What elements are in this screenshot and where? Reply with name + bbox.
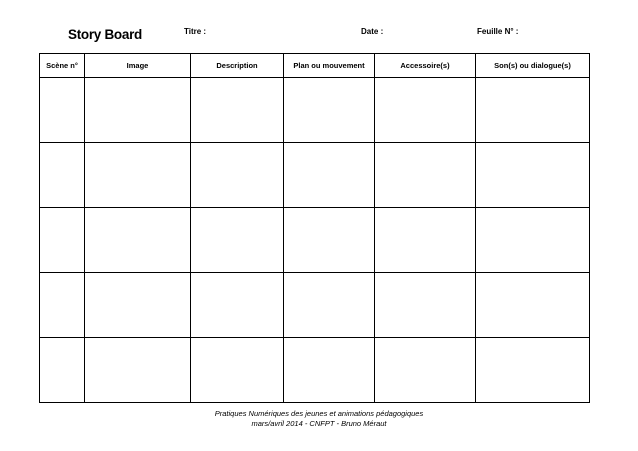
plan-cell[interactable] <box>284 273 375 338</box>
plan-cell[interactable] <box>284 208 375 273</box>
table-row <box>40 143 590 208</box>
sons-cell[interactable] <box>476 208 590 273</box>
sons-cell[interactable] <box>476 338 590 403</box>
image-cell[interactable] <box>85 78 191 143</box>
col-header-description: Description <box>191 54 284 78</box>
plan-cell[interactable] <box>284 143 375 208</box>
col-header-image: Image <box>85 54 191 78</box>
description-cell[interactable] <box>191 208 284 273</box>
storyboard-table <box>39 53 590 403</box>
plan-cell[interactable] <box>284 78 375 143</box>
col-header-sons: Son(s) ou dialogue(s) <box>476 54 590 78</box>
accessoires-cell[interactable] <box>375 78 476 143</box>
scene-cell[interactable] <box>40 338 85 403</box>
accessoires-cell[interactable] <box>375 273 476 338</box>
accessoires-cell[interactable] <box>375 143 476 208</box>
date-label: Date : <box>361 27 384 36</box>
sons-cell[interactable] <box>476 78 590 143</box>
table-row <box>40 338 590 403</box>
sons-cell[interactable] <box>476 143 590 208</box>
scene-cell[interactable] <box>40 273 85 338</box>
col-header-scene: Scène n° <box>40 54 85 78</box>
image-cell[interactable] <box>85 273 191 338</box>
image-cell[interactable] <box>85 208 191 273</box>
table-row <box>40 273 590 338</box>
footer-line-1: Pratiques Numériques des jeunes et animations pédagogiques <box>214 409 424 418</box>
footer <box>0 409 638 429</box>
description-cell[interactable] <box>191 143 284 208</box>
image-cell[interactable] <box>85 338 191 403</box>
description-cell[interactable] <box>191 78 284 143</box>
image-cell[interactable] <box>85 143 191 208</box>
scene-cell[interactable] <box>40 78 85 143</box>
titre-label: Titre : <box>184 27 207 36</box>
feuille-label: Feuille N° : <box>477 27 519 36</box>
table-row <box>40 208 590 273</box>
footer-line-2: mars/avril 2014 - CNFPT - Bruno Méraut <box>251 419 387 428</box>
accessoires-cell[interactable] <box>375 338 476 403</box>
header-row <box>40 54 590 78</box>
scene-cell[interactable] <box>40 143 85 208</box>
scene-cell[interactable] <box>40 208 85 273</box>
plan-cell[interactable] <box>284 338 375 403</box>
table-row <box>40 78 590 143</box>
sons-cell[interactable] <box>476 273 590 338</box>
col-header-plan: Plan ou mouvement <box>284 54 375 78</box>
description-cell[interactable] <box>191 273 284 338</box>
description-cell[interactable] <box>191 338 284 403</box>
page-title: Story Board <box>68 27 142 42</box>
accessoires-cell[interactable] <box>375 208 476 273</box>
col-header-accessoires: Accessoire(s) <box>375 54 476 78</box>
